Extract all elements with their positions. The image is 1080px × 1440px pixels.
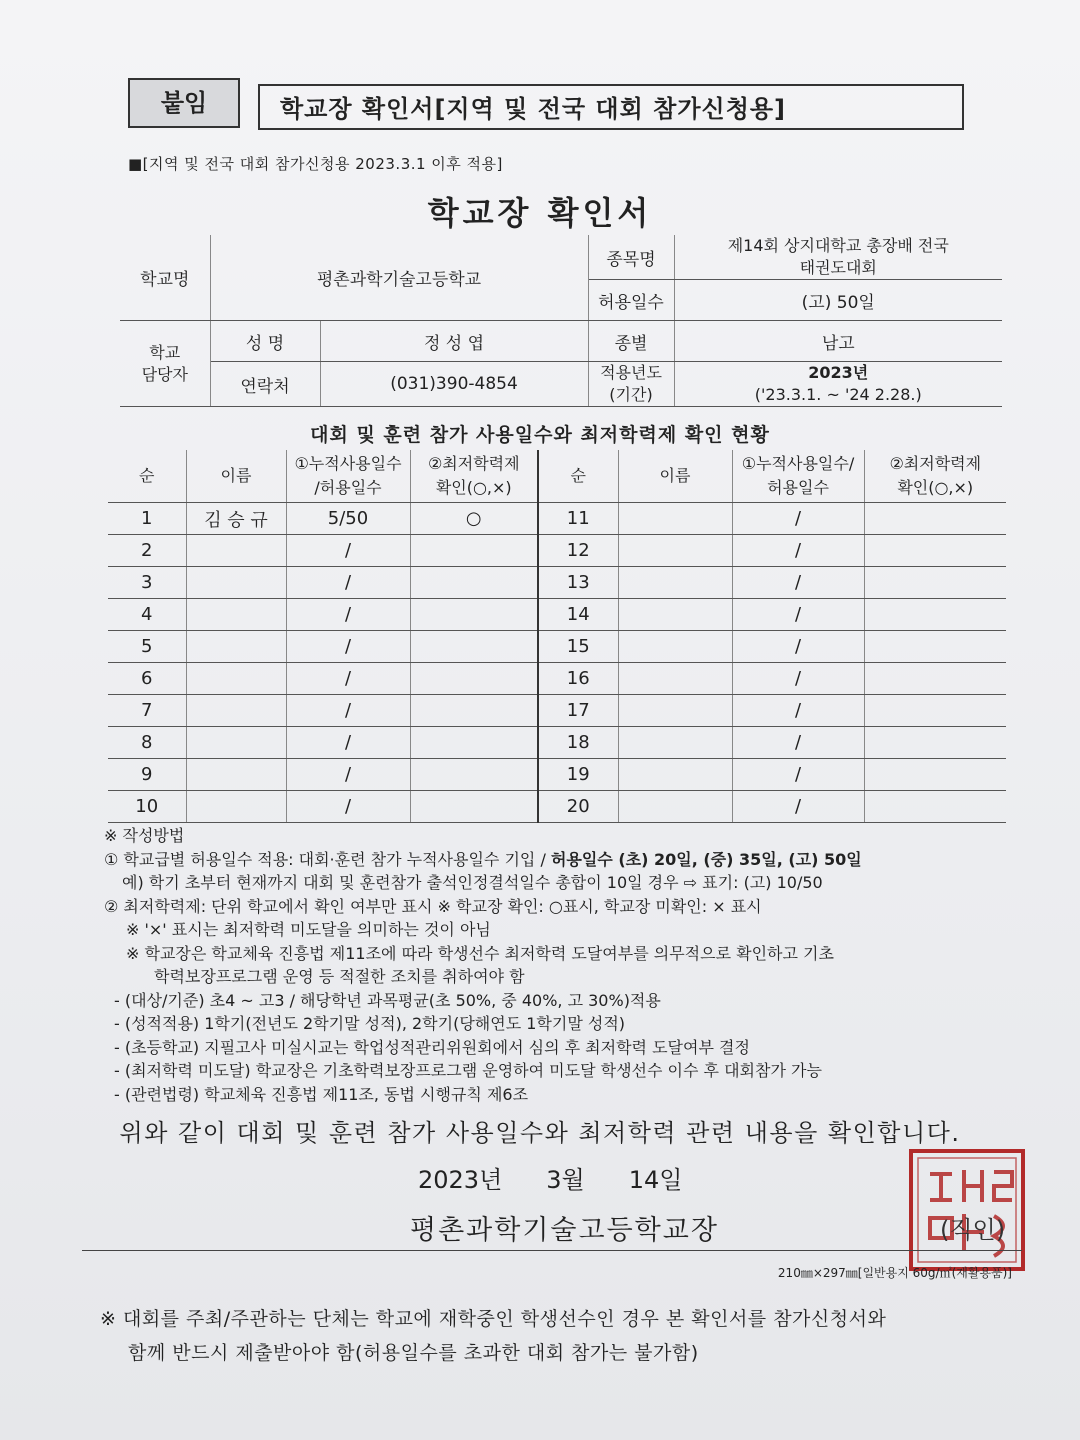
row-no: 10 xyxy=(108,791,186,823)
participation-table xyxy=(108,450,1006,823)
signature-divider xyxy=(82,1250,1022,1251)
row-name xyxy=(186,535,286,567)
contact-value: (031)390-4854 xyxy=(320,362,588,407)
row-days: / xyxy=(286,599,410,631)
row-days: / xyxy=(286,663,410,695)
row-check-right xyxy=(864,631,1006,663)
row-days: / xyxy=(286,759,410,791)
event-value: 제14회 상지대학교 총장배 전국 태권도대회 xyxy=(674,235,1002,280)
footer-note: ※ 대회를 주최/주관하는 단체는 학교에 재학중인 학생선수인 경우 본 확인서를 참가신청서와 함께 반드시 제출받아야 함(허용일수를 초과한 대회 참가는 불가함) xyxy=(100,1308,887,1364)
table-row xyxy=(108,759,1006,791)
row-name-right xyxy=(618,727,732,759)
col-days-right: ①누적사용일수/ 허용일수 xyxy=(732,450,864,503)
row-no-right: 17 xyxy=(538,695,618,727)
note-line: - (최저학력 미도달) 학교장은 기초학력보장프로그램 운영하여 미도달 학생선수 이수 후 대회참가 가능 xyxy=(114,1061,822,1080)
row-name xyxy=(186,599,286,631)
row-no-right: 13 xyxy=(538,567,618,599)
row-days: / xyxy=(286,535,410,567)
row-days: / xyxy=(286,695,410,727)
section-title: 대회 및 훈련 참가 사용일수와 최저학력제 확인 현황 xyxy=(310,424,770,446)
row-no: 7 xyxy=(108,695,186,727)
row-check-right xyxy=(864,663,1006,695)
col-days: ①누적사용일수 /허용일수 xyxy=(286,450,410,503)
table-row xyxy=(108,567,1006,599)
table-row xyxy=(108,663,1006,695)
row-no-right: 12 xyxy=(538,535,618,567)
row-check xyxy=(410,759,538,791)
note-line: - (초등학교) 지필고사 미실시교는 학업성적관리위원회에서 심의 후 최저학력 도달여부 결정 xyxy=(114,1037,750,1057)
row-days-right: / xyxy=(732,791,864,823)
row-name xyxy=(186,663,286,695)
note-line: ※ '×' 표시는 최저학력 미도달을 의미하는 것이 아님 xyxy=(126,920,491,939)
form-subtitle: ■[지역 및 전국 대회 참가신청용 2023.3.1 이후 적용] xyxy=(128,155,503,173)
col-check-right: ②최저학력제 확인(○,×) xyxy=(864,450,1006,503)
row-check: ○ xyxy=(410,503,538,535)
row-name xyxy=(186,631,286,663)
school-label: 학교명 xyxy=(120,235,210,321)
row-days: / xyxy=(286,631,410,663)
table-row xyxy=(108,695,1006,727)
row-name-right xyxy=(618,663,732,695)
confirmation-statement: 위와 같이 대회 및 훈련 참가 사용일수와 최저학력 관련 내용을 확인합니다. xyxy=(119,1119,961,1147)
row-no-right: 14 xyxy=(538,599,618,631)
row-no: 9 xyxy=(108,759,186,791)
year-label: 적용년도 (기간) xyxy=(588,362,674,407)
name-label: 성 명 xyxy=(210,321,320,362)
note-line: 예) 학기 초부터 현재까지 대회 및 훈련참가 출석인정결석일수 총합이 10일 경우 ⇨ 표기: (고) 10/50 xyxy=(122,873,823,892)
row-check xyxy=(410,791,538,823)
row-no: 2 xyxy=(108,535,186,567)
row-days: / xyxy=(286,727,410,759)
row-days-right: / xyxy=(732,759,864,791)
row-days-right: / xyxy=(732,567,864,599)
row-check-right xyxy=(864,599,1006,631)
row-name-right xyxy=(618,503,732,535)
row-name-right xyxy=(618,791,732,823)
row-check xyxy=(410,567,538,599)
row-check xyxy=(410,695,538,727)
row-name-right xyxy=(618,535,732,567)
note-line: ※ 학교장은 학교체육 진흥법 제11조에 따라 학생선수 최저학력 도달여부를 의무적으로 확인하고 기초 xyxy=(126,943,834,963)
row-check-right xyxy=(864,503,1006,535)
col-name: 이름 xyxy=(186,450,286,503)
table-row xyxy=(108,791,1006,823)
row-no-right: 15 xyxy=(538,631,618,663)
attachment-tag: 붙임 xyxy=(128,78,240,128)
row-days-right: / xyxy=(732,695,864,727)
table-row xyxy=(108,727,1006,759)
table-row xyxy=(108,599,1006,631)
row-check xyxy=(410,599,538,631)
table-row xyxy=(108,503,1006,535)
notes-heading: ※ 작성방법 xyxy=(104,826,185,845)
row-no: 8 xyxy=(108,727,186,759)
event-label: 종목명 xyxy=(588,235,674,280)
instructions xyxy=(104,824,1024,1106)
row-no: 5 xyxy=(108,631,186,663)
table-header-row xyxy=(108,450,1006,503)
row-no: 1 xyxy=(108,503,186,535)
document-title: 학교장 확인서 xyxy=(427,194,653,232)
row-no-right: 19 xyxy=(538,759,618,791)
col-no: 순 xyxy=(108,450,186,503)
note-line: - (관련법령) 학교체육 진흥법 제11조, 동법 시행규칙 제6조 xyxy=(114,1084,529,1104)
row-name xyxy=(186,727,286,759)
row-no-right: 18 xyxy=(538,727,618,759)
row-name-right xyxy=(618,759,732,791)
row-check-right xyxy=(864,695,1006,727)
type-label: 종별 xyxy=(588,321,674,362)
row-days-right: / xyxy=(732,599,864,631)
manager-label: 학교 담당자 xyxy=(120,321,210,407)
row-check xyxy=(410,663,538,695)
issue-date: 2023년 3월 14일 xyxy=(418,1166,683,1194)
row-check xyxy=(410,535,538,567)
school-value: 평촌과학기술고등학교 xyxy=(210,235,588,321)
row-days: 5/50 xyxy=(286,503,410,535)
principal-title: 평촌과학기술고등학교장 xyxy=(410,1215,719,1246)
row-name xyxy=(186,759,286,791)
row-days-right: / xyxy=(732,503,864,535)
row-no: 6 xyxy=(108,663,186,695)
seal-label: (직인) xyxy=(940,1216,1006,1244)
row-days-right: / xyxy=(732,663,864,695)
row-name-right xyxy=(618,695,732,727)
table-row xyxy=(108,631,1006,663)
row-name: 김 승 규 xyxy=(186,503,286,535)
note-line: ② 최저학력제: 단위 학교에서 확인 여부만 표시 ※ 학교장 확인: ○표시, 학교장 미확인: × 표시 xyxy=(104,896,762,916)
paper-spec: 210㎜×297㎜[일반용지 60g/㎡(재활용품)] xyxy=(777,1266,1012,1280)
form-title-box: 학교장 확인서[지역 및 전국 대회 참가신청용] xyxy=(258,84,964,130)
row-name-right xyxy=(618,631,732,663)
row-name xyxy=(186,567,286,599)
row-check xyxy=(410,727,538,759)
allowed-days-value: (고) 50일 xyxy=(674,280,1002,321)
name-value: 정 성 엽 xyxy=(320,321,588,362)
contact-label: 연락처 xyxy=(210,362,320,407)
type-value: 남고 xyxy=(674,321,1002,362)
row-days: / xyxy=(286,791,410,823)
table-row xyxy=(108,535,1006,567)
row-no-right: 20 xyxy=(538,791,618,823)
row-no: 3 xyxy=(108,567,186,599)
row-days-right: / xyxy=(732,631,864,663)
year-value: 2023년 ('23.3.1. ~ '24 2.28.) xyxy=(674,362,1002,407)
col-no-right: 순 xyxy=(538,450,618,503)
note-line: - (성적적용) 1학기(전년도 2학기말 성적), 2학기(당해연도 1학기말 성적) xyxy=(114,1014,626,1033)
row-check-right xyxy=(864,535,1006,567)
row-check xyxy=(410,631,538,663)
row-no-right: 11 xyxy=(538,503,618,535)
row-name xyxy=(186,791,286,823)
row-no: 4 xyxy=(108,599,186,631)
allowed-days-label: 허용일수 xyxy=(588,280,674,321)
row-check-right xyxy=(864,567,1006,599)
info-table xyxy=(120,235,1002,407)
row-days-right: / xyxy=(732,535,864,567)
row-check-right xyxy=(864,759,1006,791)
note-line: - (대상/기준) 초4 ~ 고3 / 해당학년 과목평균(초 50%, 중 40%, 고 30%)적용 xyxy=(114,990,661,1010)
row-days: / xyxy=(286,567,410,599)
row-name-right xyxy=(618,599,732,631)
note-line: ① 학교급별 허용일수 적용: 대회·훈련 참가 누적사용일수 기입 / 허용일수 (초) 20일, (중) 35일, (고) 50일 xyxy=(104,849,862,869)
col-check: ②최저학력제 확인(○,×) xyxy=(410,450,538,503)
row-days-right: / xyxy=(732,727,864,759)
col-name-right: 이름 xyxy=(618,450,732,503)
row-no-right: 16 xyxy=(538,663,618,695)
row-name-right xyxy=(618,567,732,599)
note-line: 학력보장프로그램 운영 등 적절한 조치를 취하여야 함 xyxy=(154,967,525,986)
row-check-right xyxy=(864,791,1006,823)
row-name xyxy=(186,695,286,727)
row-check-right xyxy=(864,727,1006,759)
